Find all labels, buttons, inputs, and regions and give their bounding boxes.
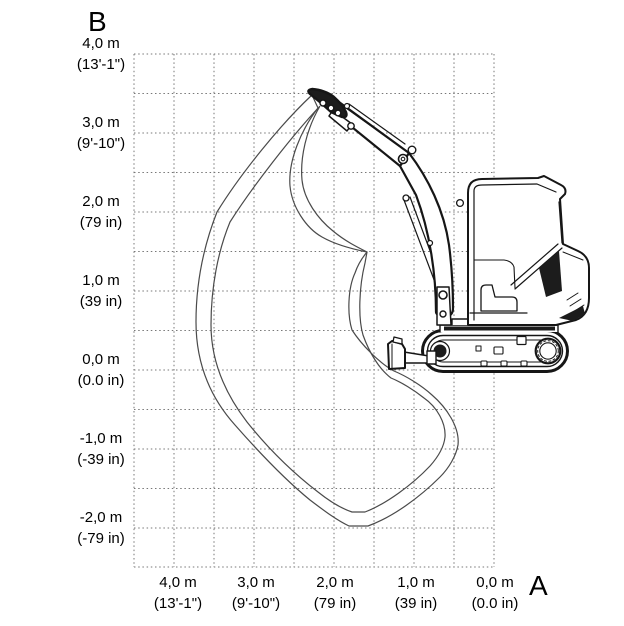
axis-a-title: A xyxy=(529,570,548,601)
y-axis-label-0m: 0,0 m (0.0 in) xyxy=(77,351,125,389)
x-axis-label-0m: 0,0 m (0.0 in) xyxy=(471,574,519,612)
bucket-pin xyxy=(335,110,341,116)
x-axis-label-4m: 4,0 m (13'-1") xyxy=(153,574,203,612)
x-axis-label-3m: 3,0 m (9'-10") xyxy=(231,574,281,612)
blade-face xyxy=(388,341,405,369)
boom-foot xyxy=(437,287,451,325)
knuckle-pin xyxy=(408,146,416,154)
body-cab xyxy=(457,176,589,325)
y-axis-label-1m: 1,0 m (39 in) xyxy=(79,272,123,310)
y-axis-label-4m: 4,0 m (13'-1") xyxy=(76,35,126,73)
axis-b-title: B xyxy=(88,6,107,37)
x-axis-label-1m: 1,0 m (39 in) xyxy=(394,574,438,612)
y-axis-label-neg1m: -1,0 m (-39 in) xyxy=(77,430,125,468)
y-axis-label-3m: 3,0 m (9'-10") xyxy=(76,114,126,152)
envelope-outer-curve xyxy=(196,95,458,526)
bucket-pin xyxy=(328,105,334,111)
y-axis-label-2m: 2,0 m (79 in) xyxy=(79,193,123,231)
y-axis-label-neg2m: -2,0 m (-79 in) xyxy=(77,509,125,547)
excavator-illustration xyxy=(308,89,589,372)
link-pin xyxy=(348,123,354,129)
bucket-pin xyxy=(320,100,326,106)
boom-mid-pin xyxy=(428,241,433,246)
handle xyxy=(457,200,464,207)
tracks xyxy=(423,331,568,372)
x-axis-label-2m: 2,0 m (79 in) xyxy=(313,574,357,612)
